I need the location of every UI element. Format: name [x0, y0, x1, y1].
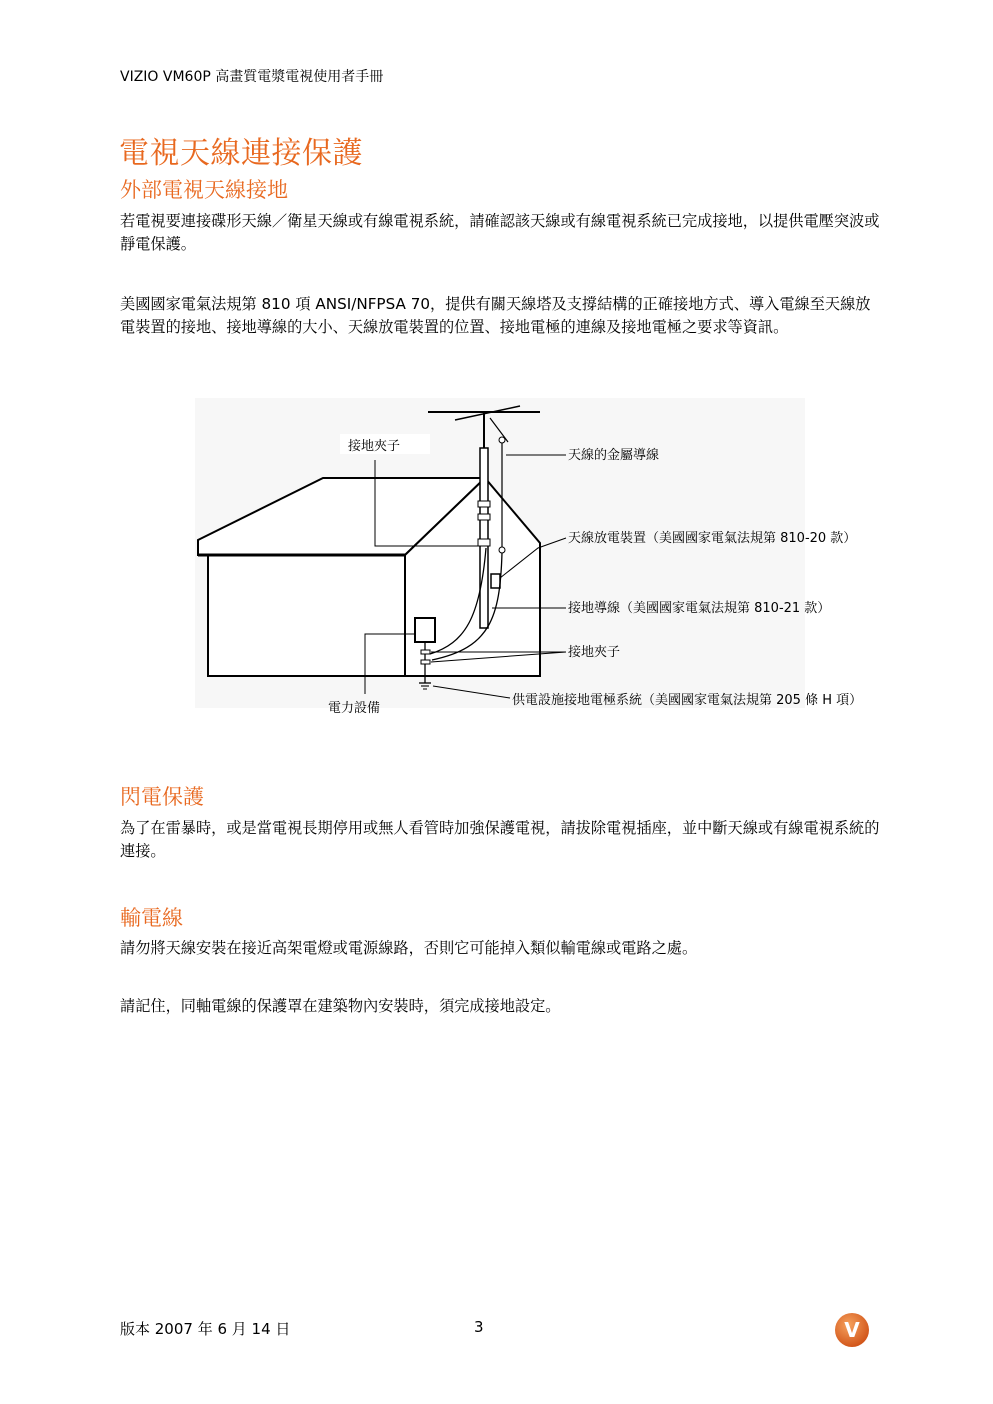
label-discharge-unit: 天線放電裝置（美國國家電氣法規第 810-20 款） [568, 531, 857, 546]
lightning-paragraph-1: 為了在雷暴時，或是當電視長期停用或無人看管時加強保護電視，請拔除電視插座，並中斷天線或有線電視系統的連接。 [120, 819, 880, 860]
label-ground-clamp-bottom: 接地夾子 [568, 645, 621, 660]
logo-letter: V [844, 1318, 860, 1342]
page-title: 電視天線連接保護 [119, 136, 363, 171]
section-heading-power-lines: 輸電線 [120, 906, 183, 930]
electric-service-equipment [415, 618, 435, 642]
ground-clamp-mast [478, 539, 490, 546]
label-antenna-lead-wire: 天線的金屬導線 [568, 448, 660, 463]
power-lines-paragraph-1: 請勿將天線安裝在接近高架電燈或電源線路，否則它可能掉入類似輸電線或電路之處。 [120, 939, 698, 957]
running-header: VIZIO VM60P 高畫質電漿電視使用者手冊 [120, 69, 384, 85]
label-power-equipment: 電力設備 [328, 701, 381, 716]
footer-version: 版本 2007 年 6 月 14 日 [120, 1320, 291, 1338]
house-front-wall [208, 555, 405, 676]
grounding-paragraph-1: 若電視要連接碟形天線／衛星天線或有線電視系統，請確認該天線或有線電視系統已完成接地，以提供電壓突波或靜電保護。 [120, 212, 880, 253]
power-lines-paragraph-2: 請記住，同軸電線的保護罩在建築物內安裝時，須完成接地設定。 [120, 997, 561, 1015]
label-electrode-system: 供電設施接地電極系統（美國國家電氣法規第 205 條 H 項） [512, 693, 863, 708]
antenna-discharge-unit [491, 574, 500, 588]
antenna-mast [480, 448, 488, 628]
label-grounding-conductor: 接地導線（美國國家電氣法規第 810-21 款） [568, 601, 831, 616]
vizio-logo-icon [834, 1312, 870, 1348]
grounding-paragraph-2: 美國國家電氣法規第 810 項 ANSI/NFPSA 70，提供有關天線塔及支撐結構的正確接地方式、導入電線至天線放電裝置的接地、接地導線的大小、天線放電裝置的位置、接地電極的連線及接地電極之要求等資訊。 [120, 295, 871, 336]
label-ground-clamp-top: 接地夾子 [348, 439, 401, 454]
section-heading-grounding: 外部電視天線接地 [120, 178, 288, 202]
section-heading-lightning: 閃電保護 [120, 785, 204, 809]
antenna-grounding-diagram [190, 398, 930, 728]
page-number: 3 [474, 1318, 484, 1336]
